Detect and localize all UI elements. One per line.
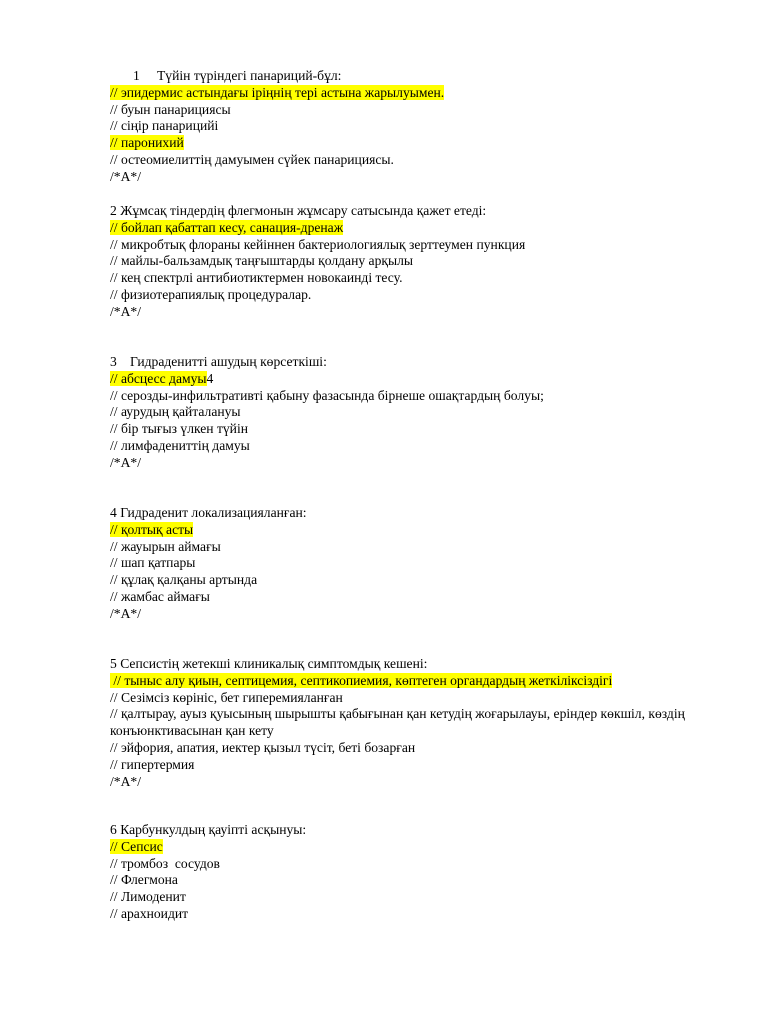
answer-option: // лимфадениттiң дамуы (110, 437, 250, 453)
correct-answer-highlight: // эпидермис астындағы іріңнің тері астына жарылуымен. (110, 84, 445, 100)
question-block-3 (110, 354, 730, 472)
end-marker: /*A*/ (110, 454, 141, 470)
question-block-4 (110, 505, 730, 623)
answer-option: // Сезімсіз көрініс, бет гиперемияланған (110, 689, 343, 705)
question-2-title (110, 203, 730, 220)
question-text: Жұмсақ тіндердің флегмонын жұмсару сатысында қажет етеді: (120, 203, 487, 218)
answer-option: // бiр тығыз үлкен түйiн (110, 421, 249, 437)
correct-answer-highlight: // қолтық асты (110, 521, 194, 537)
answer-option (110, 839, 730, 856)
question-number: 5 (110, 656, 117, 671)
correct-answer-highlight: // Сепсис (110, 838, 163, 854)
question-number: 2 (110, 203, 117, 218)
end-marker: /*A*/ (110, 168, 141, 184)
answer-option: // гипертермия (110, 756, 195, 772)
answer-option: // буын панарициясы (110, 101, 231, 117)
answer-option: // физиотерапиялық процедуралар. (110, 286, 312, 302)
question-6-title (110, 822, 730, 839)
end-marker: /*A*/ (110, 303, 141, 319)
answer-option: // серозды-инфильтративтi қабыну фазасында бiрнеше ошақтардың болуы; (110, 387, 544, 403)
answer-option: // микробтық флораны кейіннен бактериологиялық зерттеумен пункция (110, 236, 526, 252)
question-block-6 (110, 822, 730, 923)
question-number: 1 (133, 68, 140, 83)
answer-option: // Флегмона (110, 872, 178, 888)
answer-suffix: 4 (206, 370, 214, 386)
question-block-5 (110, 656, 710, 790)
end-marker: /*A*/ (110, 605, 141, 621)
correct-answer-highlight: // абсцесс дамуы (110, 370, 207, 386)
answer-option (110, 371, 730, 388)
question-5-title (110, 656, 710, 673)
answer-option: // арахноидит (110, 905, 189, 921)
question-3-title (110, 354, 730, 371)
correct-answer-highlight: // паронихий (110, 135, 184, 151)
answer-option: // эйфория, апатия, иектер қызыл түсіт, беті бозарған (110, 739, 416, 755)
question-text: Карбункулдың қауіпті асқынуы: (120, 822, 307, 837)
answer-option (110, 220, 730, 237)
answer-option: // құлақ қалқаны артында (110, 572, 258, 588)
question-text: Сепсистің жетекші клиникалық симптомдық кешені: (120, 656, 428, 671)
answer-option: // сіңір панарицийі (110, 118, 219, 134)
answer-option (110, 135, 730, 152)
question-block-1 (110, 68, 730, 186)
correct-answer-highlight: // бойлап қабаттап кесу, санация-дренаж (110, 219, 344, 235)
question-text: Гидраденит локализацияланған: (120, 505, 307, 520)
end-marker: /*A*/ (110, 773, 141, 789)
question-number: 3 (110, 354, 117, 369)
question-text: Гидрадениттi ашудың көрсеткiшi: (130, 354, 327, 369)
answer-option: // остеомиелиттің дамуымен сүйек панарициясы. (110, 151, 394, 167)
answer-option: // қалтырау, ауыз қуысының шырышты қабығынан қан кетудің жоғарылауы, еріндер көкшіл, көздің конъюнктивасынан қан кету (110, 706, 685, 739)
answer-option (110, 522, 730, 539)
question-1-title (110, 68, 730, 85)
answer-option: // шап қатпары (110, 555, 196, 571)
answer-option (110, 673, 710, 690)
answer-option: // аурудың қайталануы (110, 404, 241, 420)
answer-option: // тромбоз сосудов (110, 855, 220, 871)
question-number: 4 (110, 505, 117, 520)
question-number: 6 (110, 822, 117, 837)
correct-answer-highlight: // тыныс алу қиын, септицемия, септикопиемия, көптеген органдардың жеткіліксіздігі (110, 672, 613, 688)
question-4-title (110, 505, 730, 522)
answer-option: // жамбас аймағы (110, 588, 210, 604)
question-text: Түйін түріндегі панариций-бұл: (157, 68, 342, 83)
answer-option: // майлы-бальзамдық таңғыштарды қолдану арқылы (110, 253, 414, 269)
question-block-2 (110, 203, 730, 321)
answer-option: // Лимоденит (110, 889, 186, 905)
answer-option (110, 85, 730, 102)
answer-option: // кең спектрлі антибиотиктермен новокаинді тесу. (110, 270, 403, 286)
answer-option: // жауырын аймағы (110, 538, 221, 554)
